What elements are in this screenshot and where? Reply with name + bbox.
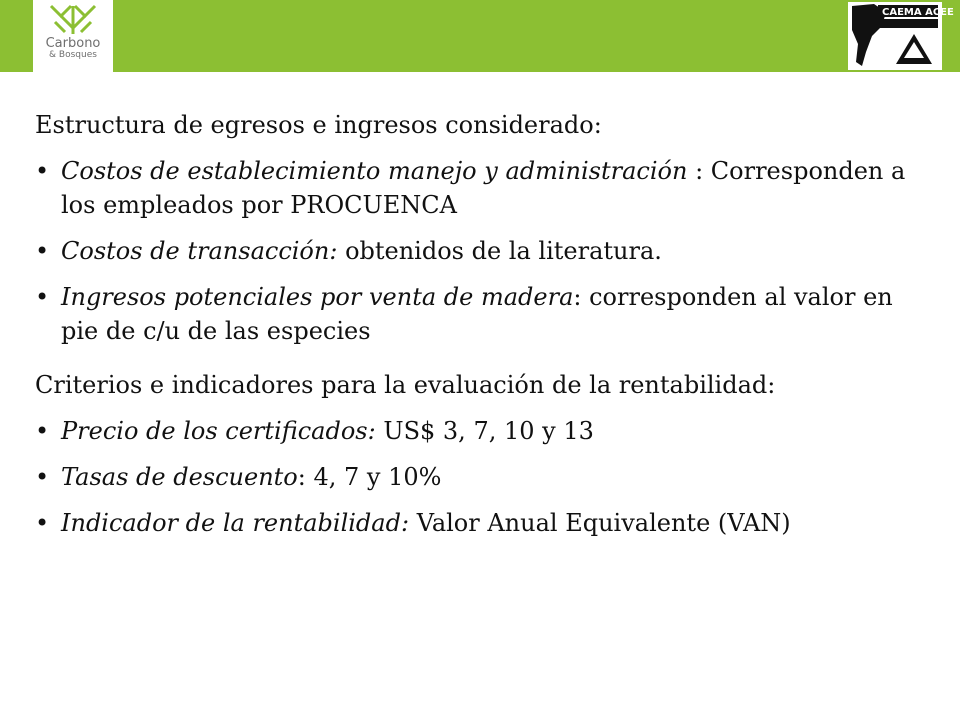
caema-acee-logo — [848, 2, 954, 70]
item-term: Tasas de descuento — [61, 463, 298, 491]
section2-item-3 — [35, 506, 925, 540]
item-text: Corresponden a los empleados por PROCUENCA — [61, 157, 906, 219]
item-sep: : — [687, 157, 711, 185]
item-text: obtenidos de la literatura. — [345, 237, 662, 265]
section1-item-3 — [35, 280, 925, 348]
section-spacer — [35, 360, 925, 368]
item-text: corresponden al valor en pie de c/u de las especies — [61, 283, 893, 345]
logo-line2: & Bosques — [49, 50, 97, 60]
item-term: Precio de los certificados: — [61, 417, 376, 445]
caema-text: CAEMA ACEE — [882, 7, 954, 18]
item-term: Ingresos potenciales por venta de madera — [61, 283, 574, 311]
section1-item-2 — [35, 234, 925, 268]
section2-item-1 — [35, 414, 925, 448]
item-term: Costos de establecimiento manejo y administración — [61, 157, 688, 185]
tree-logo-icon — [47, 2, 99, 36]
item-sep: : — [297, 463, 314, 491]
section1-item-1 — [35, 154, 925, 222]
item-sep — [409, 509, 417, 537]
header-bar — [0, 0, 960, 72]
item-text: 4, 7 y 10% — [313, 463, 442, 491]
section2-item-2 — [35, 460, 925, 494]
section1-heading: Estructura de egresos e ingresos considerado: — [35, 111, 602, 139]
carbono-bosques-logo — [33, 0, 113, 72]
item-text: Valor Anual Equivalente (VAN) — [416, 509, 791, 537]
slide-content — [35, 108, 925, 552]
item-term: Costos de transacción: — [61, 237, 338, 265]
item-term: Indicador de la rentabilidad: — [61, 509, 410, 537]
item-sep — [337, 237, 345, 265]
item-sep: : — [573, 283, 590, 311]
caema-map-logo-icon — [848, 2, 954, 70]
item-text: US$ 3, 7, 10 y 13 — [383, 417, 594, 445]
logo-line1: Carbono — [45, 36, 101, 51]
section2-heading: Criterios e indicadores para la evaluación de la rentabilidad: — [35, 371, 776, 399]
